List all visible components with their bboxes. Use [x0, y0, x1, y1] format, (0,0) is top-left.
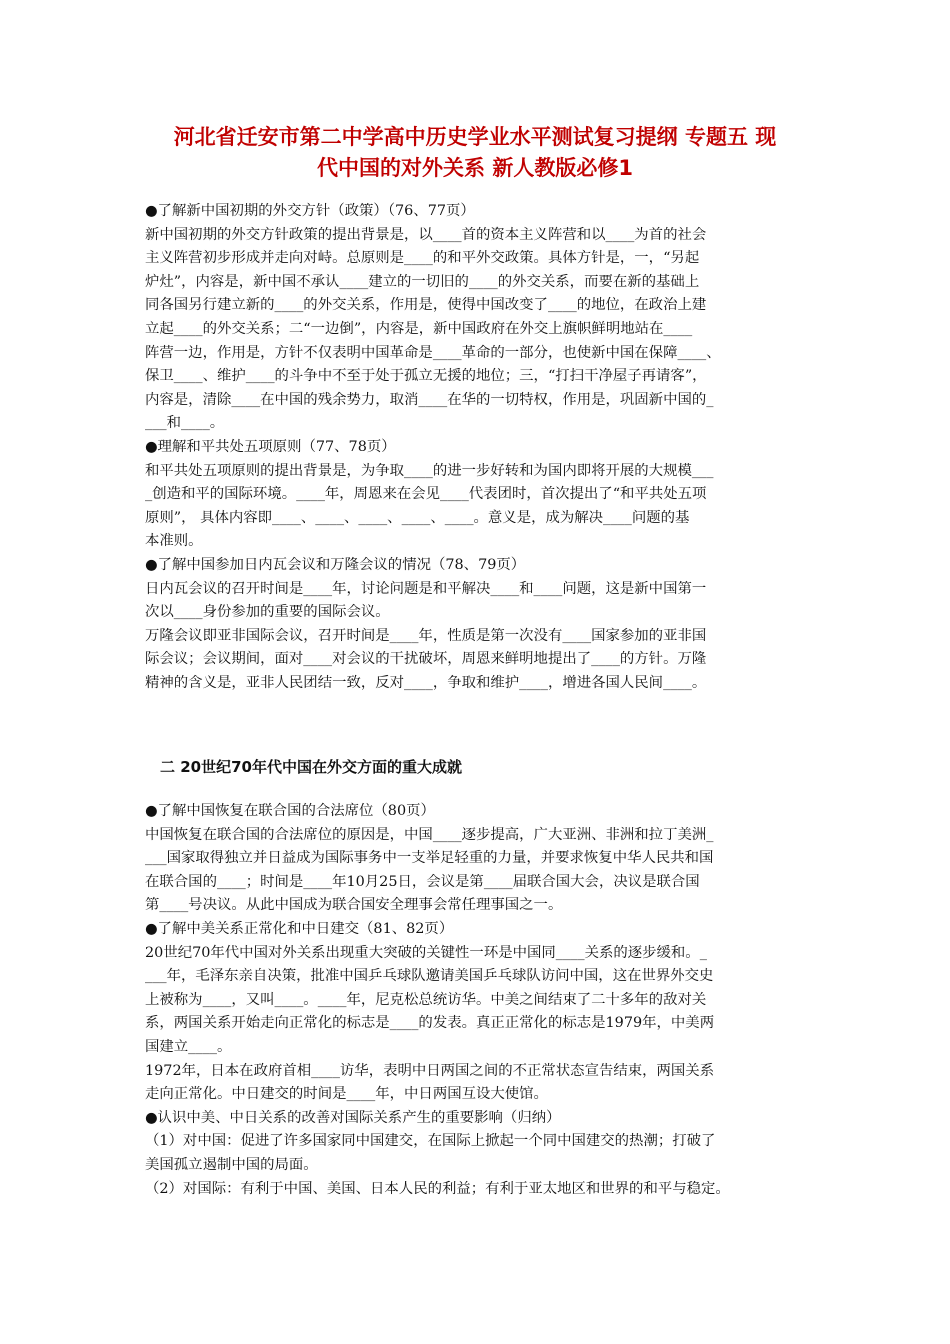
text-line: 1972年，日本在政府首相____访华，表明中日两国之间的不正常状态宣告结束，两国关系	[145, 1062, 715, 1079]
text-line: ___和____。	[145, 415, 225, 432]
text-line: 和平共处五项原则的提出背景是，为争取____的进一步好转和为国内即将开展的大规模___	[145, 462, 714, 479]
text-line: 新中国初期的外交方针政策的提出背景是，以____首的资本主义阵营和以____为首的社会	[145, 226, 707, 243]
section-2-heading: 二 20世纪70年代中国在外交方面的重大成就	[160, 758, 462, 776]
text-line: 万隆会议即亚非国际会议，召开时间是____年，性质是第一次没有____国家参加的亚非国	[145, 627, 707, 644]
text-line: 20世纪70年代中国对外关系出现重大突破的关键性一环是中国同____关系的逐步缓和。_	[145, 944, 707, 961]
part1-heading-2: ●理解和平共处五项原则（77、78页）	[145, 438, 396, 455]
document-title	[120, 122, 830, 184]
part2-body	[145, 800, 825, 1201]
part2-heading-2: ●了解中美关系正常化和中日建交（81、82页）	[145, 920, 454, 937]
text-line: ___年，毛泽东亲自决策，批准中国乒乓球队邀请美国乒乓球队访问中国，这在世界外交史	[145, 968, 714, 985]
part1-heading-3: ●了解中国参加日内瓦会议和万隆会议的情况（78、79页）	[145, 556, 526, 573]
text-line: 第____号决议。从此中国成为联合国安全理事会常任理事国之一。	[145, 897, 563, 914]
text-line: 走向正常化。中日建交的时间是____年，中日两国互设大使馆。	[145, 1086, 548, 1103]
text-line: 炉灶”，内容是，新中国不承认____建立的一切旧的____的外交关系，而要在新的基础上	[145, 273, 700, 290]
text-line: 次以____身份参加的重要的国际会议。	[145, 604, 390, 621]
text-line: ___国家取得独立并日益成为国际事务中一支举足轻重的力量，并要求恢复中华人民共和国	[145, 850, 714, 867]
text-line: 日内瓦会议的召开时间是____年，讨论问题是和平解决____和____问题，这是新中国第一	[145, 580, 707, 597]
text-line: 上被称为____，又叫____。____年，尼克松总统访华。中美之间结束了二十多年的敌对关	[145, 991, 707, 1008]
text-line: （2）对国际：有利于中国、美国、日本人民的利益；有利于亚太地区和世界的和平与稳定。	[145, 1180, 730, 1197]
text-line: 内容是，清除____在中国的残余势力，取消____在华的一切特权，作用是，巩固新中国的_	[145, 391, 714, 408]
part1-body	[145, 200, 825, 695]
text-line: 中国恢复在联合国的合法席位的原因是，中国____逐步提高，广大亚洲、非洲和拉丁美洲_	[145, 826, 714, 843]
text-line: 本准则。	[145, 533, 203, 550]
text-line: 保卫____、维护____的斗争中不至于处于孤立无援的地位；三，“打扫干净屋子再请客”，	[145, 368, 707, 385]
text-line: 原则”， 具体内容即____、____、____、____、____。意义是，成为解决____问题的基	[145, 509, 690, 526]
text-line: 阵营一边，作用是，方针不仅表明中国革命是____革命的一部分，也使新中国在保障____、	[145, 344, 721, 361]
text-line: 国建立____。	[145, 1038, 232, 1055]
text-line: 精神的含义是，亚非人民团结一致，反对____，争取和维护____，增进各国人民间____。	[145, 674, 707, 691]
title-line-1: 河北省迁安市第二中学高中历史学业水平测试复习提纲 专题五 现	[173, 125, 777, 149]
part2-heading-3: ●认识中美、中日关系的改善对国际关系产生的重要影响（归纳）	[145, 1109, 561, 1126]
part2-heading-1: ●了解中国恢复在联合国的合法席位（80页）	[145, 803, 435, 819]
text-line: 立起____的外交关系；二“一边倒”，内容是，新中国政府在外交上旗帜鲜明地站在____	[145, 320, 693, 337]
text-line: _创造和平的国际环境。____年，周恩来在会见____代表团时，首次提出了“和平共处五项	[145, 486, 707, 503]
text-line: 系，两国关系开始走向正常化的标志是____的发表。真正正常化的标志是1979年，中美两	[145, 1015, 715, 1032]
text-line: 同各国另行建立新的____的外交关系，作用是，使得中国改变了____的地位，在政治上建	[145, 297, 707, 314]
text-line: 在联合国的____；时间是____年10月25日，会议是第____届联合国大会，决议是联合国	[145, 873, 700, 890]
title-line-2: 代中国的对外关系 新人教版必修1	[317, 156, 633, 180]
text-line: 美国孤立遏制中国的局面。	[145, 1156, 318, 1173]
part1-heading-1: ●了解新中国初期的外交方针（政策）（76、77页）	[145, 203, 475, 219]
text-line: （1）对中国：促进了许多国家同中国建交，在国际上掀起一个同中国建交的热潮；打破了	[145, 1133, 716, 1150]
text-line: 际会议；会议期间，面对____对会议的干扰破坏，周恩来鲜明地提出了____的方针。万隆	[145, 651, 707, 668]
text-line: 主义阵营初步形成并走向对峙。总原则是____的和平外交政策。具体方针是，一，“另起	[145, 250, 700, 267]
